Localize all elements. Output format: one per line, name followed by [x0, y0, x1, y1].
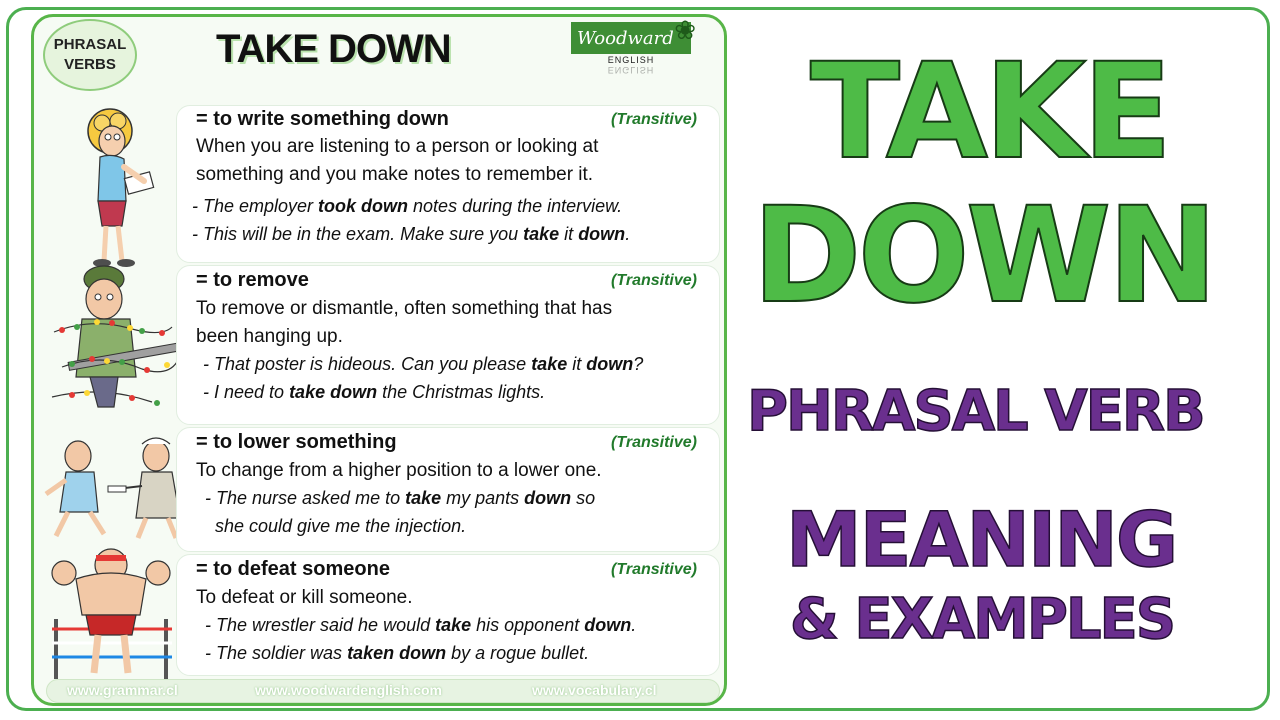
example-sentence: - I need to take down the Christmas lights. [203, 382, 546, 402]
subtitle-phrasal-verb: PHRASAL VERB [747, 379, 1204, 444]
badge-line-2: VERBS [64, 56, 116, 73]
definition-desc-line: To remove or dismantle, often something that has [196, 298, 613, 319]
lesson-card [31, 14, 727, 706]
footer-link-vocabulary[interactable]: www.vocabulary.cl [532, 682, 657, 698]
example-sentence: - The wrestler said he would take his opponent down. [205, 615, 637, 635]
logo-sub: ENGLISH [607, 55, 655, 65]
phrasal-verbs-badge [43, 19, 137, 91]
definition-desc-line: been hanging up. [196, 326, 343, 347]
definition-card-1 [176, 105, 720, 263]
subtitle-meaning: MEANING [786, 495, 1177, 584]
footer-links [46, 679, 720, 703]
example-sentence: - This will be in the exam. Make sure you take it down. [192, 224, 631, 244]
nurse-chasing-patient-icon [38, 432, 188, 544]
man-tangled-in-christmas-lights-icon [42, 257, 182, 417]
fern-icon: ❀ [674, 16, 696, 46]
transitive-tag: (Transitive) [611, 434, 697, 451]
transitive-tag: (Transitive) [611, 561, 697, 578]
definition-desc-line: To defeat or kill someone. [196, 587, 413, 608]
definition-heading: = to defeat someone [196, 558, 390, 580]
woman-writing-notes-icon [60, 101, 170, 269]
definition-desc-line: When you are listening to a person or looking at [196, 136, 599, 157]
transitive-tag: (Transitive) [611, 111, 697, 128]
badge-line-1: PHRASAL [53, 36, 127, 53]
example-sentence: she could give me the injection. [205, 516, 467, 536]
example-sentence: - The employer took down notes during the interview. [192, 196, 623, 216]
woodward-logo [571, 16, 696, 75]
logo-sub-reflection: ENGLISH [607, 65, 655, 75]
logo-name: Woodward [577, 27, 674, 49]
definition-heading: = to remove [196, 269, 309, 291]
subtitle-examples: & EXAMPLES [790, 587, 1175, 652]
wrestler-in-ring-icon [42, 543, 180, 681]
footer-link-woodwardenglish[interactable]: www.woodwardenglish.com [255, 682, 442, 698]
example-sentence: - That poster is hideous. Can you please take it down? [203, 354, 644, 374]
card-title: TAKE DOWN [216, 27, 451, 71]
definition-card-2 [176, 265, 720, 425]
definition-card-4 [176, 554, 720, 676]
definition-card-3 [176, 427, 720, 552]
example-sentence: - The nurse asked me to take my pants down so [205, 488, 596, 508]
definition-heading: = to write something down [196, 108, 449, 130]
big-title-take: TAKE [810, 35, 1169, 189]
definition-heading: = to lower something [196, 431, 397, 453]
footer-link-grammar[interactable]: www.grammar.cl [67, 682, 178, 698]
definition-desc-line: something and you make notes to remember it. [196, 164, 594, 185]
big-title-down: DOWN [752, 179, 1214, 333]
transitive-tag: (Transitive) [611, 272, 697, 289]
example-sentence: - The soldier was taken down by a rogue bullet. [205, 643, 590, 663]
definition-desc-line: To change from a higher position to a lower one. [196, 460, 602, 481]
